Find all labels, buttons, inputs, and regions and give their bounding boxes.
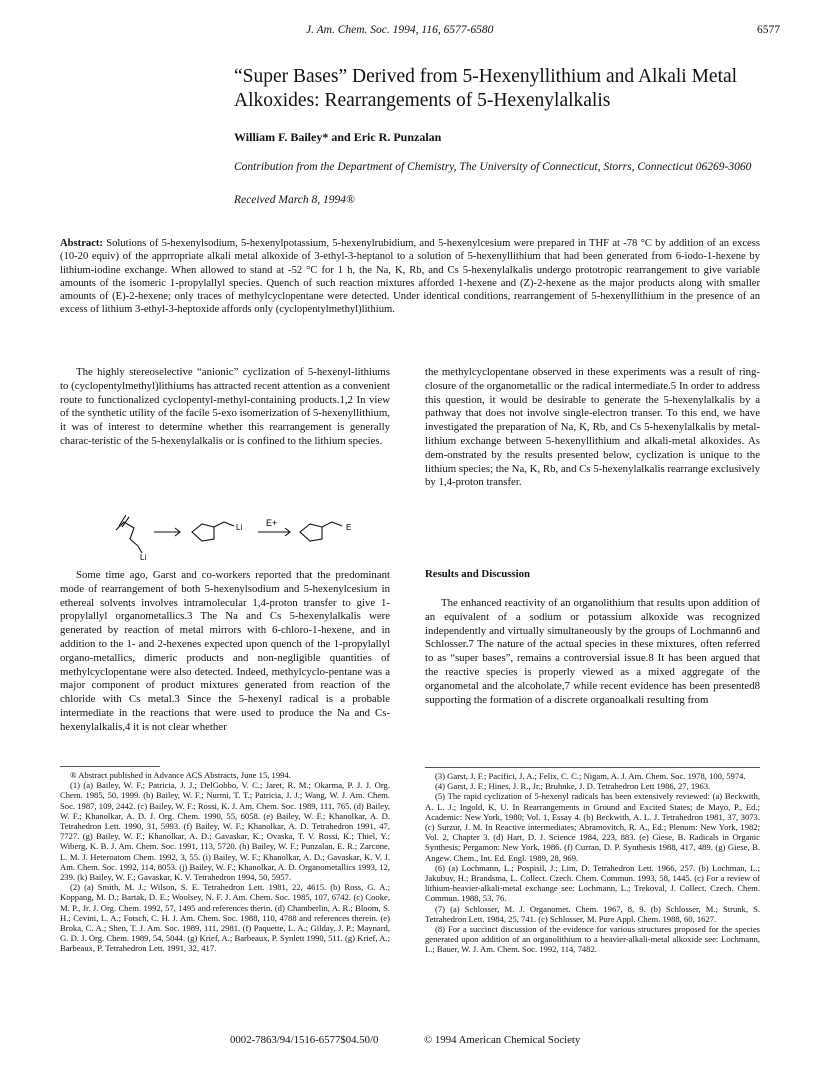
body-paragraph: The enhanced reactivity of an organolithium that results upon addition of an equivalent of a sodium or potassium alkoxide was recognized independently and virtually simultaneously by the groups of Lochmann6 and Schlosser.7 The nature of the actual species in these mixtures, often referred to as “super bases”, remains a controversial issue.8 It has been argued that the reactive species is properly viewed as a mixed aggregate of the organometal and the alcoholate,7 while recent evidence has been presented8 supporting the formation of a discrete organoalkali resulting from [425, 597, 760, 706]
received-date: Received March 8, 1994® [234, 194, 355, 206]
right-column-bottom [425, 597, 760, 707]
abstract [60, 237, 760, 317]
footnotes-left [60, 770, 390, 954]
electrophile-label: E+ [266, 518, 278, 528]
footnotes-right [425, 771, 760, 955]
article-affiliation: Contribution from the Department of Chemistry, The University of Connecticut, Storrs, Connecticut 06269-3060 [234, 161, 752, 173]
journal-citation [306, 24, 493, 36]
right-column-top [425, 366, 760, 490]
article-code: 0002-7863/94/1516-6577$04.50/0 [230, 1034, 379, 1046]
footnote-rule [60, 766, 160, 767]
page-number: 6577 [757, 24, 780, 36]
hexenyllithium-structure [116, 515, 142, 553]
footnote: (5) The rapid cyclization of 5-hexenyl radicals has been extensively reviewed: (a) Beckwith, A. L. J.; Ingold, K. U. In Rearrangements in Ground and Excited States; de Mayo, P., Ed.; Academic: New York, 1980; Vol. 1, Essay 4. (b) Beckwith, A. L. J. Tetrahedron 1981, 37, 3073. (c) Surzur, J. M. In Reactive intermediates; Abramovitch, R. A., Ed.; Plenum: New York, 1982; Vol. 2, Chapter 3. (d) Hart, D. J. Science 1984, 223, 883. (e) Giese, B. Radicals in Organic Synthesis; Pergamon: New York, 1986. (f) Curran, D. P. Synthesis 1988, 417, 489. (g) Giese, B. Angew. Chem., Int. Ed. Engl. 1989, 28, 969. [425, 791, 760, 863]
footnote: (8) For a succinct discussion of the evidence for various structures proposed for the species generated upon addition of an organolithium to a heavier-alkali-metal alkoxide see: Lochmann, L.; Bauer, W. J. Am. Chem. Soc. 1992, 114, 7482. [425, 924, 760, 955]
body-paragraph: the methylcyclopentane observed in these experiments was a result of ring-closure of the organometallic or the radical intermediate.5 In order to address this question, it would be desirable to generate the 5-hexenylalkalis by a pathway that does not involve single-electron transer. To this end, we have investigated the preparation of Na, K, Rb, and Cs 5-hexenylalkalis by metal-lithium exchange between 5-hexenyllithium and alkali-metal alkoxides. As dem-onstrated by the results presented below, cyclization is unique to the lithium species; the Na, K, Rb, and Cs 5-hexenylalkalis rearrange exclusively by 1,4-proton transfer. [425, 366, 760, 489]
journal-name: J. Am. Chem. Soc. [306, 24, 390, 36]
footnote: (1) (a) Bailey, W. F.; Patricia, J. J.; DelGobbo, V. C.; Jaret, R. M.; Okarma, P. J. J. Org. Chem. 1985, 50, 1999. (b) Bailey, W. F.; Nurmi, T. T.; Patricia, J. J.; Wang, W. J. Am. Chem. Soc. 1987, 109, 2442. (c) Bailey, W. F.; Rossi, K. J. Am. Chem. Soc. 1989, 111, 765. (d) Bailey, W. F.; Khanolkar, A. D. J. Org. Chem. 1990, 55, 6058. (e) Bailey, W. F.; Khanolkar, A. D. Tetrahedron Lett. 1990, 31, 5993. (f) Bailey, W. F.; Khanolkar, A. D. Tetrahedron 1991, 47, 7727. (g) Bailey, W. F.; Khanolkar, A. D.; Gavaskar, K.; Ovaska, T. V. Rossi, K.; Thiel, Y.; Wiberg, K. B. J. Am. Chem. Soc. 1991, 113, 5720. (h) Bailey, W. F.; Punzalan, E. R.; Zarcone, L. M. J. Heteroatom Chem. 1992, 3, 55. (i) Bailey, W. F.; Khanolkar, A. D.; Gavaskar, K. V. J. Am. Chem. Soc. 1992, 114, 8053. (j) Bailey, W. F.; Khanolkar, A. D. Organometallics 1993, 12, 239. (k) Bailey, W. F.; Gavaskar, K. V. Tetrahedron 1994, 50, 5957. [60, 780, 390, 883]
cyclopentylmethyllithium-structure [192, 522, 234, 541]
abstract-text: Solutions of 5-hexenylsodium, 5-hexenylpotassium, 5-hexenylrubidium, and 5-hexenylcesium were prepared in THF at -78 °C by addition of an excess (10-20 equiv) of the apprropriate alkali metal alkoxide of 3-ethyl-3-heptanol to a solution of 5-hexenyllithium that had been generated from 6-iodo-1-hexene by lithium-iodine exchange. When allowed to stand at -52 °C for 1 h, the Na, K, Rb, and Cs 5-hexenylalkalis undergo prototropic rearrangement to give variable amounts of the isomeric 1-propylallyl species. Quench of such reaction mixtures afforded 1-hexene and (Z)-2-hexene as the major products along with smaller amounts of (E)-2-hexene; only traces of methylcyclopentane were detected. Under identical conditions, rearrangement of 5-hexenyllithium in the presence of an excess of lithium 3-ethyl-3-heptoxide affords only (cyclopentylmethyl)lithium. [60, 238, 760, 316]
footnote: (4) Garst, J. F.; Hines, J. R., Jr.; Bruhnke, J. D. Tetrahedron Lett 1986, 27, 1963. [435, 781, 711, 792]
body-paragraph: The highly stereoselective “anionic” cyclization of 5-hexenyl-lithiums to (cyclopentylmethyl)lithiums has attracted recent attention as a convenient route to functionalized cyclopentyl-methyl-containing products.1,2 In view of the synthetic utility of the facile 5-exo isomerization of 5-hexenyllithium, it was of interest to determine whether this rearrangement is generally charac-teristic of the 5-hexenylalkalis or is confined to the lithium species. [60, 366, 390, 447]
abstract-label: Abstract: [60, 238, 103, 249]
li-label: Li [140, 553, 147, 562]
footnote-rule [425, 767, 760, 768]
footnote: (7) (a) Schlosser, M. J. Organomet. Chem. 1967, 8, 9. (b) Schlosser, M.; Strunk, S. Tetrahedron Lett. 1984, 25, 741. (c) Schlosser, M. Pure Appl. Chem. 1988, 60, 1627. [425, 903, 760, 924]
e-label: E [346, 523, 352, 532]
running-head [0, 24, 820, 40]
li-label: Li [236, 523, 243, 532]
section-heading: Results and Discussion [425, 568, 531, 580]
left-column-top [60, 366, 390, 449]
copyright: © 1994 American Chemical Society [424, 1034, 581, 1046]
left-column-bottom [60, 569, 390, 735]
article-title: “Super Bases” Derived from 5-Hexenyllithium and Alkali Metal Alkoxides: Rearrangements of 5-Hexenylalkalis [234, 66, 738, 111]
footnote: ® Abstract published in Advance ACS Abstracts, June 15, 1994. [70, 770, 291, 780]
reaction-arrow-2 [258, 528, 290, 536]
reaction-scheme [100, 510, 380, 562]
article-authors: William F. Bailey* and Eric R. Punzalan [234, 130, 442, 144]
footnote: (3) Garst, J. F.; Pacifici, J. A.; Felix, C. C.; Nigam, A. J. Am. Chem. Soc. 1978, 100, 5974. [435, 771, 746, 781]
journal-volume-pages: 1994, 116, 6577-6580 [392, 24, 494, 36]
footnote: (6) (a) Lochmann, L.; Pospisil, J.; Lim, D. Tetrahedron Lett. 1966, 257. (b) Lochman, L.; Jakubuv, H.; Brandsma, L. Collect. Czech. Chem. Commun. 1993, 58, 1445. (c) For a review of lithium-heavier-alkali-metal exchange see: Lochmann, L.; Trekoval, J. Collect. Czech. Chem. Commun. 1988, 53, 76. [425, 862, 760, 904]
cyclopentylmethyl-e-structure [300, 522, 342, 541]
reaction-arrow-1 [154, 528, 180, 536]
body-paragraph: Some time ago, Garst and co-workers reported that the predominant mode of rearrangement of both 5-hexenylsodium and 5-hexenylcesium in ethereal solvents involves intramolecular 1,4-proton transfer to give 1-propylallyl organometallics.3 The Na and Cs 5-hexenylalkalis were generated by reaction of metal mirrors with 6-chloro-1-hexene, and in addition to the 1- and 2-hexenes expected upon quench of the 1-propylallyl organo-metallics, dimeric products and non-negligible quantities of methylcyclopentane were also detected. Indeed, methylcyclo-pentane was a major component of product mixtures generated from reaction of the chloride with Cs metal.3 Since the 5-hexenyl radical is a probable intermediate in the reactions that were used to produce the Na and Cs-hexenylalkalis,4 it is not clear whether [60, 569, 390, 733]
footnote: (2) (a) Smith, M. J.; Wilson, S. E. Tetrahedron Lett. 1981, 22, 4615. (b) Ross, G. A.; Koppang, M. D.; Bartak, D. E.; Woolsey, N. F. J. Am. Chem. Soc. 1985, 107, 6742. (c) Cooke, M. P., Jr. J. Org. Chem. 1992, 57, 1495 and references therin. (d) Chamberlin, A. R.; Bloom, S. H.; Cevini, L. A.; Fotsch, C. H. J. Am. Chem. Soc. 1988, 110, 4788 and references therein. (e) Broka, C. A.; Shen, T. J. Am. Soc. 1989, 111, 2981. (f) Paquette, L. A.; Gilday, J. P.; Maynard, G. D. J. Org. Chem. 1989, 54, 5044. (g) Krief, A.; Barbeaux, P. Synlett 1990, 511. (g) Krief, A.; Barbeaux, P. Tetrahedron Lett. 1991, 32, 417. [60, 882, 390, 954]
